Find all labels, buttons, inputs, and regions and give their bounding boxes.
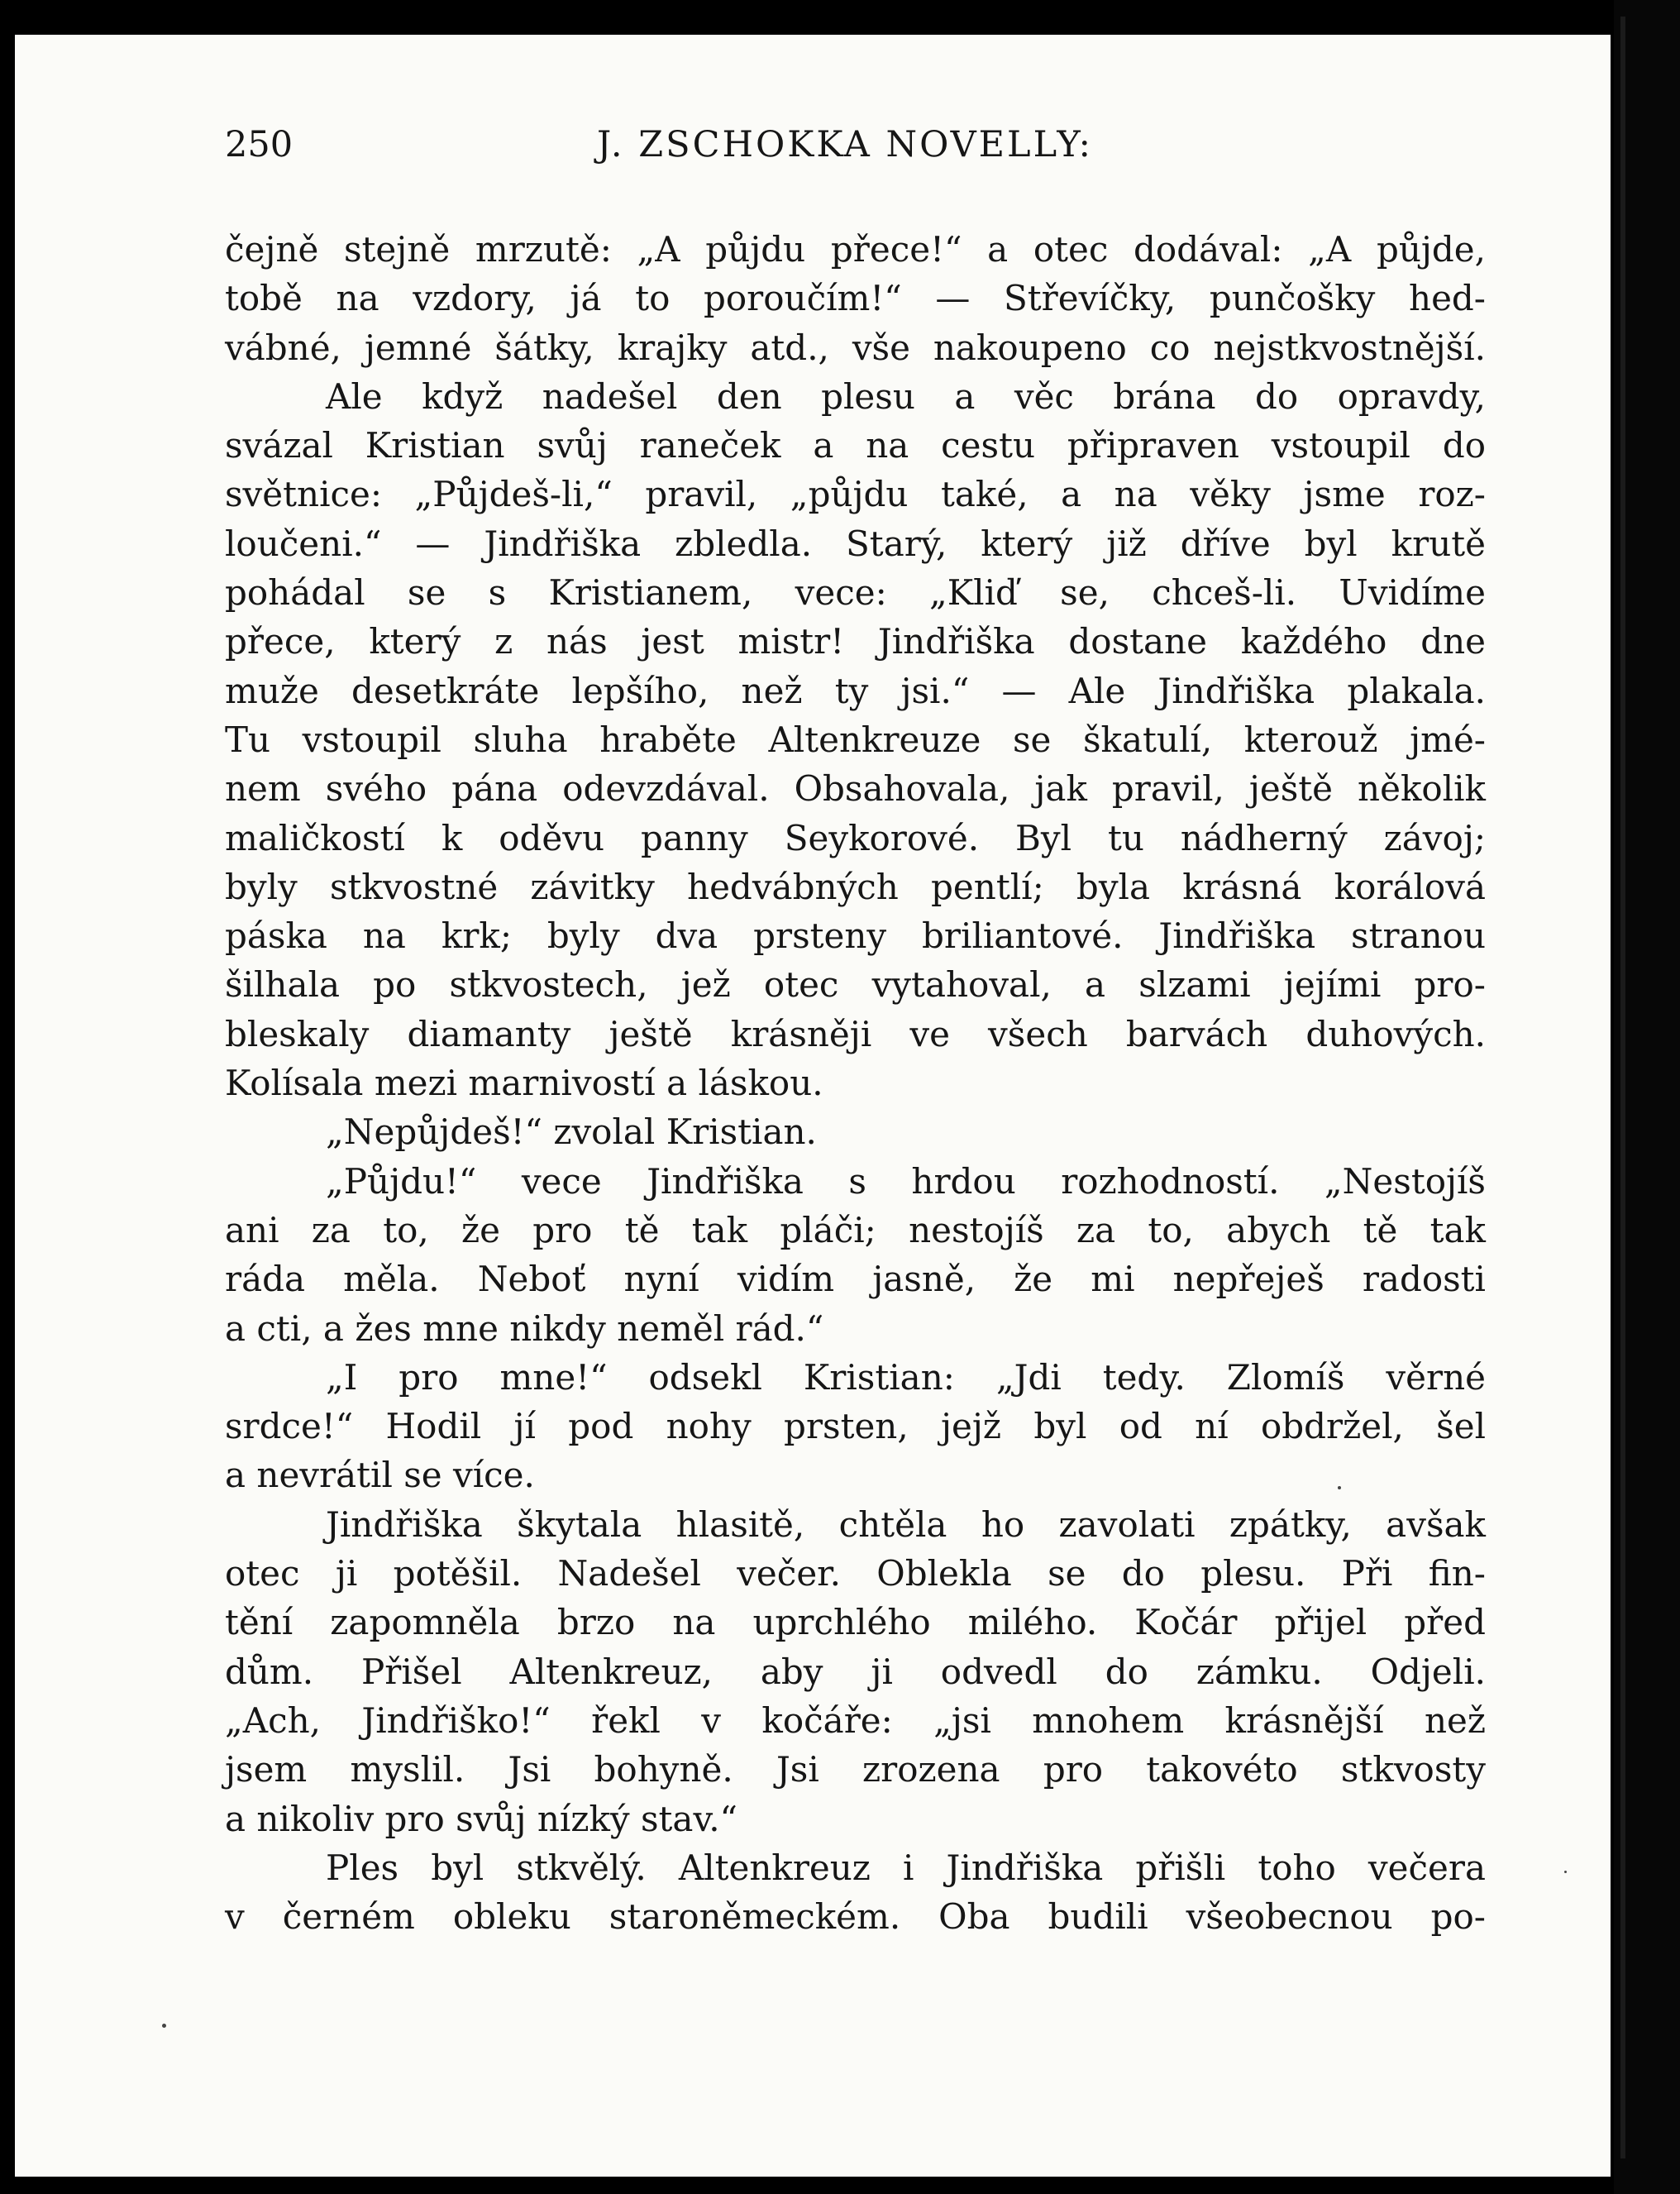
text-line: tobě na vzdory, já to poroučím!“ — Střevíčky, punčošky hed- (225, 278, 1486, 319)
text-line: šilhala po stkvostech, jež otec vytahoval, a slzami jejími pro- (225, 964, 1486, 1006)
book-edge-line (1620, 17, 1625, 2158)
text-line: Tu vstoupil sluha hraběte Altenkreuze se škatulí, kterouž jmé- (225, 719, 1486, 760)
text-line: Ples byl stkvělý. Altenkreuz i Jindřiška přišli toho večera (326, 1847, 1486, 1888)
text-line: světnice: „Půjdeš-li,“ pravil, „půjdu také, a na věky jsme roz- (225, 474, 1486, 515)
page-number: 250 (225, 124, 294, 165)
scan-speck (1564, 1871, 1567, 1873)
page-header (225, 124, 1490, 177)
text-line: ráda měla. Neboť nyní vidím jasně, že mi nepřeješ radosti (225, 1259, 1486, 1300)
text-line: a nikoliv pro svůj nízký stav.“ (225, 1798, 738, 1839)
text-line: přece, který z nás jest mistr! Jindřiška dostane každého dne (225, 621, 1486, 662)
text-line: srdce!“ Hodil jí pod nohy prsten, jejž byl od ní obdržel, šel (225, 1406, 1486, 1447)
text-line: loučeni.“ — Jindřiška zbledla. Starý, který již dříve byl krutě (225, 523, 1486, 564)
text-line: Jindřiška škytala hlasitě, chtěla ho zavolati zpátky, avšak (326, 1503, 1486, 1545)
text-line: „I pro mne!“ odsekl Kristian: „Jdi tedy. Zlomíš věrné (326, 1356, 1486, 1398)
text-line: nem svého pána odevzdával. Obsahovala, jak pravil, ještě několik (225, 768, 1486, 810)
text-line: byly stkvostné závitky hedvábných pentlí; byla krásná korálová (225, 866, 1486, 907)
text-line: čejně stejně mrzutě: „A půjdu přece!“ a otec dodával: „A půjde, (225, 229, 1486, 270)
text-line: a cti, a žes mne nikdy neměl rád.“ (225, 1307, 824, 1349)
text-line: svázal Kristian svůj raneček a na cestu připraven vstoupil do (225, 425, 1486, 466)
text-line: „Nepůjdeš!“ zvolal Kristian. (326, 1111, 817, 1153)
text-line: „Ach, Jindřiško!“ řekl v kočáře: „jsi mnohem krásnější než (225, 1699, 1486, 1741)
running-title: J. ZSCHOKKA NOVELLY: (597, 124, 1093, 165)
text-line: otec ji potěšil. Nadešel večer. Oblekla se do plesu. Při fin- (225, 1553, 1486, 1594)
text-line: Kolísala mezi marnivostí a láskou. (225, 1063, 823, 1104)
text-line: Ale když nadešel den plesu a věc brána do opravdy, (326, 375, 1486, 417)
text-line: ani za to, že pro tě tak pláči; nestojíš za to, abych tě tak (225, 1209, 1486, 1250)
text-line: v černém obleku staroněmeckém. Oba budili všeobecnou po- (225, 1896, 1486, 1938)
text-line: a nevrátil se více. (225, 1455, 535, 1496)
text-line: tění zapomněla brzo na uprchlého milého. Kočár přijel před (225, 1602, 1486, 1643)
text-line: jsem myslil. Jsi bohyně. Jsi zrozena pro takovéto stkvosty (225, 1749, 1486, 1790)
scan-speck (162, 2024, 166, 2028)
scan-speck (1338, 1486, 1341, 1489)
text-line: „Půjdu!“ vece Jindřiška s hrdou rozhodností. „Nestojíš (326, 1160, 1486, 1202)
text-line: pohádal se s Kristianem, vece: „Kliď se, chceš-li. Uvidíme (225, 572, 1486, 614)
text-line: dům. Přišel Altenkreuz, aby ji odvedl do zámku. Odjeli. (225, 1651, 1486, 1692)
text-line: bleskaly diamanty ještě krásněji ve všech barvách duhových. (225, 1013, 1486, 1054)
body-text (225, 225, 1486, 1941)
text-line: muže desetkráte lepšího, než ty jsi.“ — Ale Jindřiška plakala. (225, 670, 1486, 711)
text-line: vábné, jemné šátky, krajky atd., vše nakoupeno co nejstkvostnější. (225, 327, 1486, 368)
text-line: páska na krk; byly dva prsteny briliantové. Jindřiška stranou (225, 915, 1486, 957)
text-line: maličkostí k oděvu panny Seykorové. Byl tu nádherný závoj; (225, 817, 1486, 858)
